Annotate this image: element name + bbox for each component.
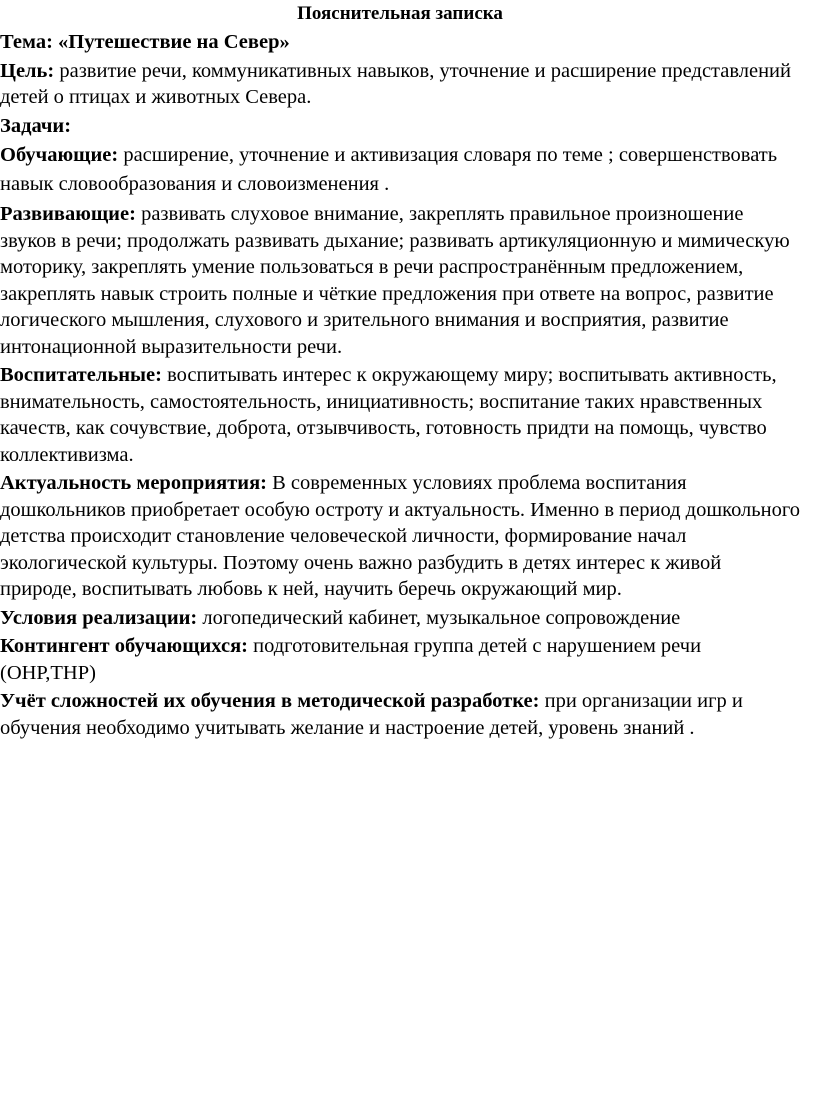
- developmental-paragraph: [0, 201, 800, 360]
- difficulties-text: при организации игр и обучения необходимо учитывать желание и настроение детей, уровень знаний .: [0, 690, 743, 739]
- conditions-paragraph: [0, 605, 800, 632]
- upbringing-text: воспитывать интерес к окружающему миру; воспитывать активность, внимательность, самостоятельность, инициативность; воспитание таких нравственных качеств, как сочувствие, доброта, отзывчивость, готовность придти на помощь, чувство коллективизма.: [0, 364, 777, 466]
- contingent-paragraph: [0, 633, 800, 686]
- document-title: Пояснительная записка: [297, 3, 503, 24]
- conditions-text: логопедический кабинет, музыкальное сопровождение: [197, 606, 681, 629]
- difficulties-paragraph: [0, 688, 800, 741]
- educational-paragraph: [0, 141, 800, 199]
- contingent-label: Контингент обучающихся:: [0, 635, 248, 657]
- educational-text: расширение, уточнение и активизация словаря по теме ; совершенствовать навык словообразования и словоизменения .: [0, 144, 778, 195]
- theme-label: Тема: «Путешествие на Север»: [0, 31, 290, 53]
- educational-label: Обучающие:: [0, 144, 119, 166]
- relevance-paragraph: [0, 470, 800, 603]
- goal-text: развитие речи, коммуникативных навыков, уточнение и расширение представлений детей о птицах и животных Севера.: [0, 59, 791, 108]
- tasks-paragraph: [0, 113, 800, 140]
- developmental-text: развивать слуховое внимание, закреплять правильное произношение звуков в речи; продолжать развивать дыхание; развивать артикуляционную и мимическую моторику, закреплять умение пользоваться в речи распространённым предложением, закреплять навык строить полные и чёткие предложения при ответе на вопрос, развитие логического мышления, слухового и зрительного внимания и восприятия, развитие интонационной выразительности речи.: [0, 203, 790, 358]
- goal-label: Цель:: [0, 59, 55, 82]
- upbringing-label: Воспитательные:: [0, 364, 162, 386]
- document-body: [0, 2, 800, 743]
- theme-paragraph: [0, 29, 800, 56]
- contingent-text: подготовительная группа детей с нарушением речи (ОНР,ТНР): [0, 635, 702, 684]
- upbringing-paragraph: [0, 362, 800, 468]
- relevance-text: В современных условиях проблема воспитания дошкольников приобретает особую остроту и актуальность. Именно в период дошкольного детства происходит становление человеческой личности, формирование начал экологической культуры. Поэтому очень важно разбудить в детях интерес к живой природе, воспитывать любовь к ней, научить беречь окружающий мир.: [0, 472, 800, 600]
- goal-paragraph: [0, 58, 800, 111]
- relevance-label: Актуальность мероприятия:: [0, 472, 267, 494]
- difficulties-label: Учёт сложностей их обучения в методической разработке:: [0, 690, 540, 712]
- conditions-label: Условия реализации:: [0, 606, 198, 629]
- tasks-label: Задачи:: [0, 114, 72, 137]
- developmental-label: Развивающие:: [0, 203, 136, 225]
